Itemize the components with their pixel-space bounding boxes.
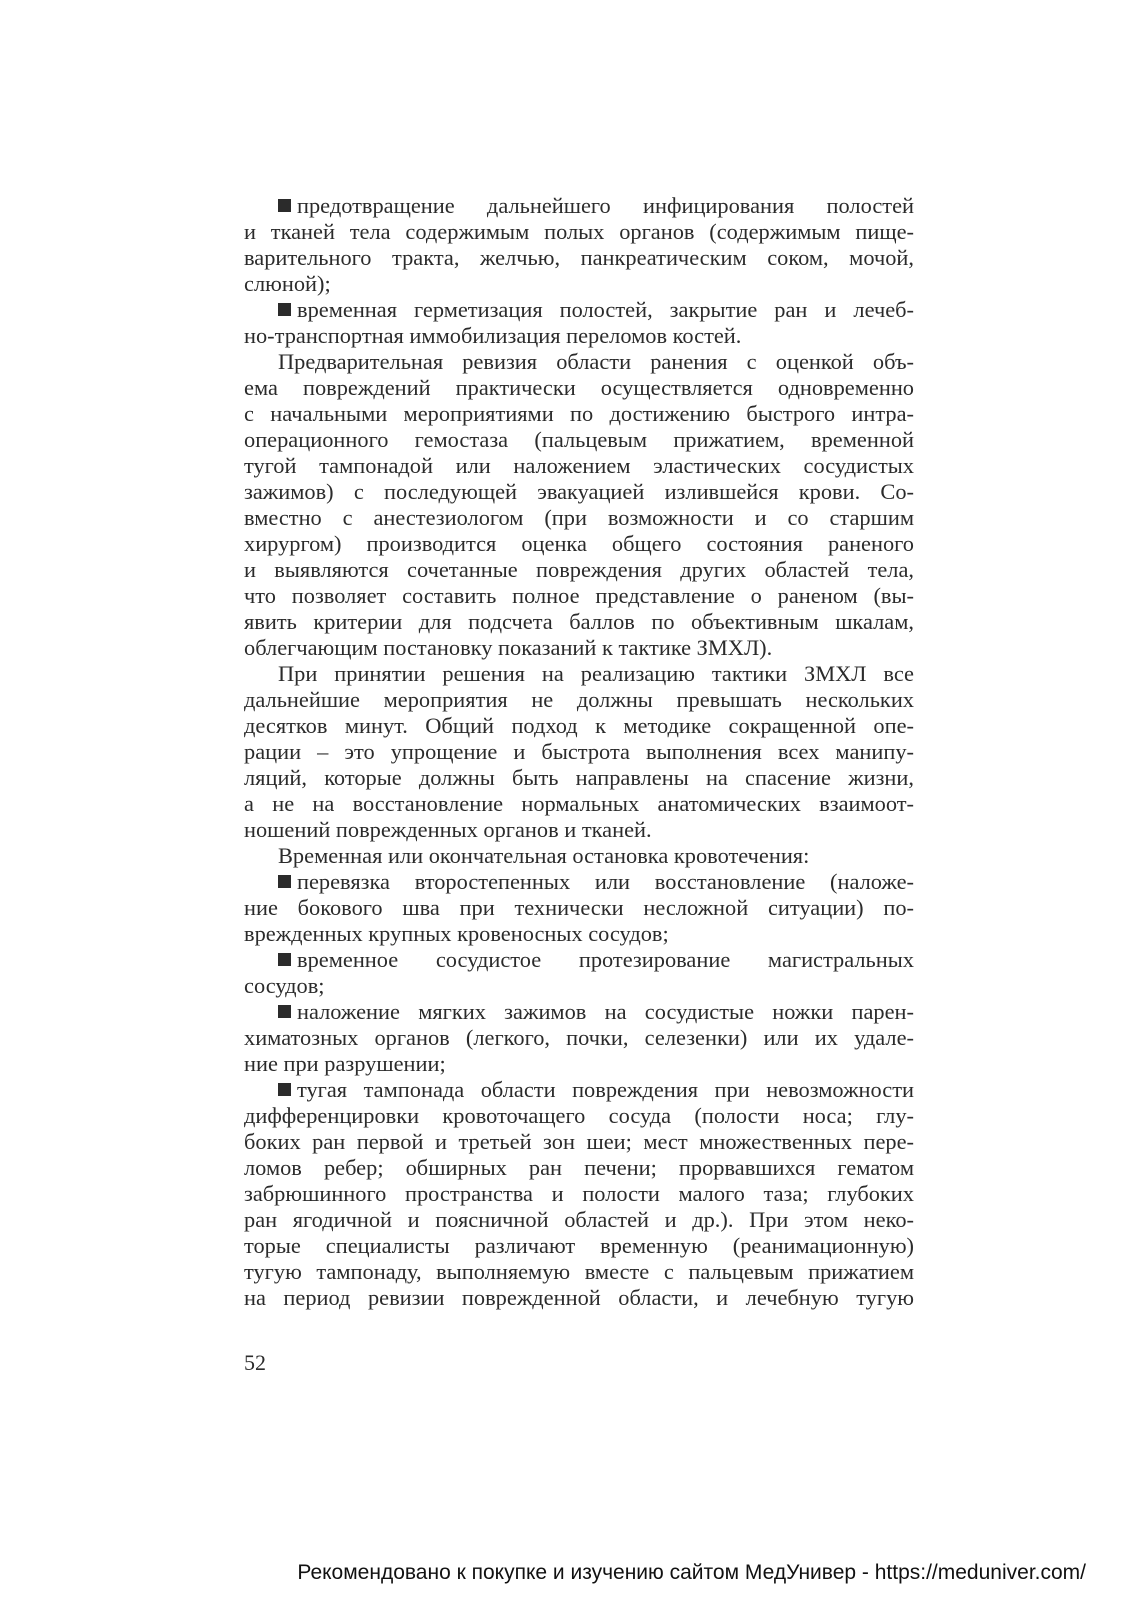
text-line: [244, 609, 914, 635]
text-line: [244, 479, 914, 505]
line-text: тугой тампонадой или наложением эластических сосудистых: [244, 453, 914, 478]
line-text: перевязка второстепенных или восстановление (наложе-: [297, 869, 914, 894]
text-line: [244, 375, 914, 401]
text-line: [244, 713, 914, 739]
text-line: [244, 1181, 914, 1207]
line-text: врежденных крупных кровеносных сосудов;: [244, 921, 669, 946]
line-text: Предварительная ревизия области ранения с оценкой объ-: [278, 349, 914, 374]
line-text: с начальными мероприятиями по достижению быстрого интра-: [244, 401, 914, 426]
text-line: [244, 583, 914, 609]
line-text: варительного тракта, желчью, панкреатическим соком, мочой,: [244, 245, 914, 270]
line-text: и выявляются сочетанные повреждения других областей тела,: [244, 557, 914, 582]
bullet-paragraph: [244, 947, 914, 999]
footer-watermark-text: Рекомендовано к покупке и изучению сайтом МедУнивер - https://meduniver.com/: [297, 1561, 1086, 1584]
line-text: тугая тампонада области повреждения при невозможности: [297, 1077, 914, 1102]
line-text: ние при разрушении;: [244, 1051, 446, 1076]
text-line: [244, 635, 914, 661]
line-text: что позволяет составить полное представление о раненом (вы-: [244, 583, 914, 608]
text-line: [244, 297, 914, 323]
text-line: [244, 557, 914, 583]
text-line: [244, 1129, 914, 1155]
text-line: [244, 505, 914, 531]
bullet-paragraph: [244, 1077, 914, 1311]
line-text: хирургом) производится оценка общего состояния раненого: [244, 531, 914, 556]
line-text: торые специалисты различают временную (реанимационную): [244, 1233, 914, 1258]
line-text: дифференцировки кровоточащего сосуда (полости носа; глу-: [244, 1103, 914, 1128]
square-bullet-icon: [278, 303, 291, 316]
text-line: [244, 349, 914, 375]
line-text: облегчающим постановку показаний к тактике ЗМХЛ).: [244, 635, 773, 660]
text-line: [244, 1285, 914, 1311]
line-text: ема повреждений практически осуществляется одновременно: [244, 375, 914, 400]
body-paragraph: [244, 843, 914, 869]
bullet-paragraph: [244, 999, 914, 1077]
text-line: [244, 921, 914, 947]
text-line: [244, 1077, 914, 1103]
line-text: ношений поврежденных органов и тканей.: [244, 817, 652, 842]
line-text: слюной);: [244, 271, 331, 296]
square-bullet-icon: [278, 1083, 291, 1096]
line-text: дальнейшие мероприятия не должны превышать нескольких: [244, 687, 914, 712]
text-line: [244, 245, 914, 271]
line-text: ломов ребер; обширных ран печени; прорвавшихся гематом: [244, 1155, 914, 1180]
line-text: и тканей тела содержимым полых органов (содержимым пище-: [244, 219, 914, 244]
line-text: десятков минут. Общий подход к методике сокращенной опе-: [244, 713, 914, 738]
text-line: [244, 531, 914, 557]
line-text: а не на восстановление нормальных анатомических взаимоот-: [244, 791, 914, 816]
text-line: [244, 453, 914, 479]
line-text: забрюшинного пространства и полости малого таза; глубоких: [244, 1181, 914, 1206]
text-line: [244, 323, 914, 349]
text-line: [244, 1103, 914, 1129]
line-text: химатозных органов (легкого, почки, селезенки) или их удале-: [244, 1025, 914, 1050]
line-text: на период ревизии поврежденной области, и лечебную тугую: [244, 1285, 914, 1310]
text-line: [244, 843, 914, 869]
bullet-paragraph: [244, 869, 914, 947]
text-line: [244, 765, 914, 791]
text-line: [244, 817, 914, 843]
line-text: ляций, которые должны быть направлены на спасение жизни,: [244, 765, 914, 790]
text-line: [244, 687, 914, 713]
square-bullet-icon: [278, 875, 291, 888]
square-bullet-icon: [278, 199, 291, 212]
text-line: [244, 1025, 914, 1051]
line-text: операционного гемостаза (пальцевым прижатием, временной: [244, 427, 914, 452]
text-line: [244, 1207, 914, 1233]
text-line: [244, 1155, 914, 1181]
line-text: но-транспортная иммобилизация переломов костей.: [244, 323, 742, 348]
page-body-text: [244, 193, 914, 1311]
text-line: [244, 791, 914, 817]
page-number: 52: [244, 1350, 266, 1375]
text-line: [244, 1259, 914, 1285]
line-text: явить критерии для подсчета баллов по объективным шкалам,: [244, 609, 914, 634]
text-line: [244, 219, 914, 245]
line-text: ние бокового шва при технически несложной ситуации) по-: [244, 895, 914, 920]
body-paragraph: [244, 349, 914, 661]
text-line: [244, 869, 914, 895]
square-bullet-icon: [278, 1005, 291, 1018]
text-line: [244, 271, 914, 297]
square-bullet-icon: [278, 953, 291, 966]
line-text: тугую тампонаду, выполняемую вместе с пальцевым прижатием: [244, 1259, 914, 1284]
line-text: ран ягодичной и поясничной областей и др.). При этом неко-: [244, 1207, 914, 1232]
text-line: [244, 1233, 914, 1259]
bullet-paragraph: [244, 193, 914, 297]
text-line: [244, 427, 914, 453]
text-line: [244, 661, 914, 687]
line-text: Временная или окончательная остановка кровотечения:: [278, 843, 810, 868]
line-text: вместно с анестезиологом (при возможности и со старшим: [244, 505, 914, 530]
line-text: сосудов;: [244, 973, 325, 998]
line-text: временная герметизация полостей, закрытие ран и лечеб-: [297, 297, 914, 322]
body-paragraph: [244, 661, 914, 843]
line-text: При принятии решения на реализацию тактики ЗМХЛ все: [278, 661, 914, 686]
line-text: боких ран первой и третьей зон шеи; мест множественных пере-: [244, 1129, 914, 1154]
line-text: временное сосудистое протезирование магистральных: [297, 947, 914, 972]
line-text: зажимов) с последующей эвакуацией излившейся крови. Со-: [244, 479, 914, 504]
line-text: рации – это упрощение и быстрота выполнения всех манипу-: [244, 739, 914, 764]
text-line: [244, 193, 914, 219]
text-line: [244, 947, 914, 973]
text-line: [244, 999, 914, 1025]
text-line: [244, 973, 914, 999]
line-text: наложение мягких зажимов на сосудистые ножки парен-: [297, 999, 914, 1024]
text-line: [244, 1051, 914, 1077]
text-line: [244, 401, 914, 427]
line-text: предотвращение дальнейшего инфицирования полостей: [297, 193, 914, 218]
bullet-paragraph: [244, 297, 914, 349]
text-line: [244, 739, 914, 765]
text-line: [244, 895, 914, 921]
